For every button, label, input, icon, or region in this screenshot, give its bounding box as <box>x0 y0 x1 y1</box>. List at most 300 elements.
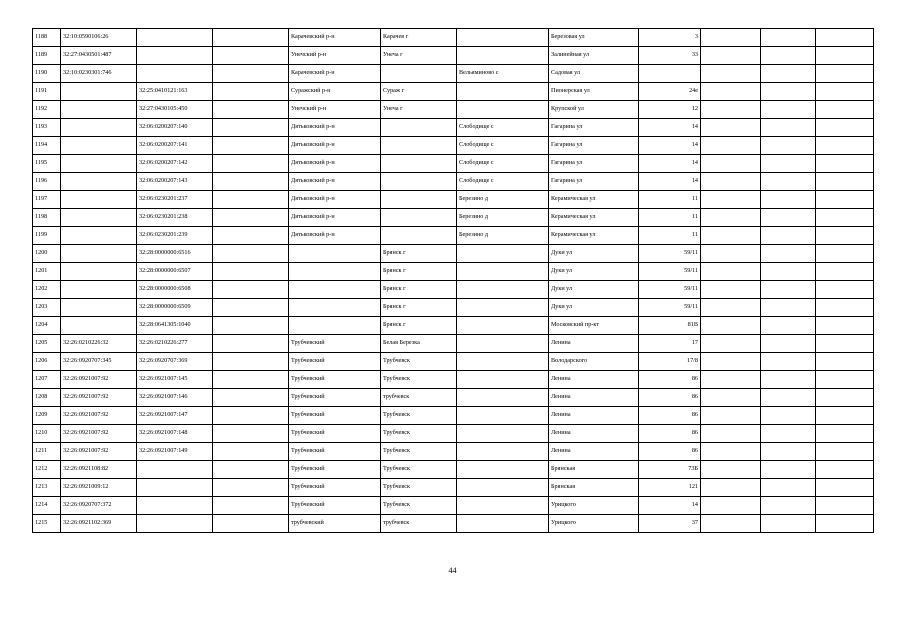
table-cell: 32:06:0200207:141 <box>137 137 213 155</box>
table-cell <box>816 515 874 533</box>
table-body <box>33 29 874 533</box>
table-cell: Слободище с <box>457 173 549 191</box>
table-cell: 32:26:0920707:345 <box>61 353 137 371</box>
table-cell: 24е <box>639 83 701 101</box>
table-cell: Дятьковский р-н <box>289 119 381 137</box>
table-row <box>33 389 874 407</box>
table-cell <box>213 371 289 389</box>
table-cell: 32:26:0921007:92 <box>61 389 137 407</box>
table-cell: 86 <box>639 425 701 443</box>
table-cell <box>701 173 761 191</box>
table-cell <box>701 407 761 425</box>
table-cell: Трубчевский <box>289 335 381 353</box>
table-cell: 1206 <box>33 353 61 371</box>
table-cell <box>701 83 761 101</box>
table-cell: Белая Березка <box>381 335 457 353</box>
table-cell: Дятьковский р-н <box>289 227 381 245</box>
table-cell: Керамическая ул <box>549 191 639 209</box>
table-cell <box>213 425 289 443</box>
table-cell: Гагарина ул <box>549 173 639 191</box>
table-cell <box>213 137 289 155</box>
table-cell: 32:06:0200207:140 <box>137 119 213 137</box>
table-cell <box>701 353 761 371</box>
table-cell <box>289 281 381 299</box>
table-cell: 32:28:0000000:6507 <box>137 263 213 281</box>
table-cell <box>61 299 137 317</box>
table-cell: 33 <box>639 47 701 65</box>
table-cell <box>381 173 457 191</box>
table-cell: Трубчевский <box>289 371 381 389</box>
registry-table <box>32 28 874 533</box>
table-cell: 32:26:0921007:145 <box>137 371 213 389</box>
table-cell: Трубчевск <box>381 425 457 443</box>
table-cell <box>213 227 289 245</box>
table-cell <box>213 497 289 515</box>
table-cell: Трубчевск <box>381 479 457 497</box>
table-cell <box>761 263 816 281</box>
table-cell: Дятьковский р-н <box>289 209 381 227</box>
table-cell: Трубчевский <box>289 461 381 479</box>
table-row <box>33 443 874 461</box>
table-cell <box>61 191 137 209</box>
table-cell: трубчевск <box>381 389 457 407</box>
table-cell <box>761 245 816 263</box>
table-cell: 3 <box>639 29 701 47</box>
table-cell: Сураж г <box>381 83 457 101</box>
table-cell <box>761 47 816 65</box>
table-cell <box>816 425 874 443</box>
table-cell: Ленина <box>549 389 639 407</box>
table-cell: Урицкого <box>549 515 639 533</box>
table-cell: 1212 <box>33 461 61 479</box>
table-cell: 32:06:0200207:143 <box>137 173 213 191</box>
table-cell <box>289 299 381 317</box>
table-cell <box>61 119 137 137</box>
table-cell <box>761 371 816 389</box>
table-cell <box>457 281 549 299</box>
table-cell <box>816 407 874 425</box>
table-cell: Трубчевский <box>289 407 381 425</box>
table-cell <box>701 119 761 137</box>
table-cell <box>457 353 549 371</box>
table-cell <box>816 119 874 137</box>
table-cell <box>701 281 761 299</box>
table-row <box>33 353 874 371</box>
table-cell: 1189 <box>33 47 61 65</box>
table-cell <box>816 101 874 119</box>
table-cell: Брянск г <box>381 299 457 317</box>
table-cell: 32:28:0000000:6509 <box>137 299 213 317</box>
table-cell <box>457 515 549 533</box>
table-cell: 1194 <box>33 137 61 155</box>
table-cell <box>816 461 874 479</box>
table-row <box>33 209 874 227</box>
table-cell: 14 <box>639 119 701 137</box>
table-cell <box>61 137 137 155</box>
table-cell <box>701 263 761 281</box>
table-row <box>33 29 874 47</box>
table-row <box>33 335 874 353</box>
table-cell: 14 <box>639 497 701 515</box>
table-cell <box>701 47 761 65</box>
table-cell: 1209 <box>33 407 61 425</box>
table-cell: Карачев г <box>381 29 457 47</box>
table-cell: Ленина <box>549 425 639 443</box>
table-row <box>33 101 874 119</box>
table-row <box>33 47 874 65</box>
table-cell <box>761 497 816 515</box>
table-cell: Гагарина ул <box>549 155 639 173</box>
table-cell <box>213 173 289 191</box>
table-cell: Унеча г <box>381 101 457 119</box>
table-cell: 32:27:0430501:487 <box>61 47 137 65</box>
table-cell <box>457 497 549 515</box>
table-cell: Трубчевский <box>289 443 381 461</box>
table-cell <box>761 461 816 479</box>
table-cell <box>381 155 457 173</box>
table-cell: Трубчевск <box>381 461 457 479</box>
table-cell <box>761 443 816 461</box>
table-cell: Ленина <box>549 371 639 389</box>
table-cell <box>61 155 137 173</box>
table-cell: 32:26:0921108:82 <box>61 461 137 479</box>
table-cell <box>457 425 549 443</box>
table-cell: 1190 <box>33 65 61 83</box>
table-cell <box>701 65 761 83</box>
table-cell: Урицкого <box>549 497 639 515</box>
table-cell: Березино д <box>457 227 549 245</box>
table-cell <box>213 461 289 479</box>
table-cell <box>457 479 549 497</box>
table-cell <box>213 335 289 353</box>
table-cell <box>816 65 874 83</box>
table-cell: Дуки ул <box>549 263 639 281</box>
table-cell <box>816 335 874 353</box>
table-cell: 32:26:0920707:369 <box>137 353 213 371</box>
table-cell: 81В <box>639 317 701 335</box>
table-cell: Березино д <box>457 209 549 227</box>
table-cell: Трубчевск <box>381 371 457 389</box>
table-cell <box>213 389 289 407</box>
table-cell: Слободище с <box>457 137 549 155</box>
table-cell <box>457 317 549 335</box>
table-cell <box>213 245 289 263</box>
table-cell <box>457 389 549 407</box>
table-cell: 14 <box>639 173 701 191</box>
table-cell: Суражский р-н <box>289 83 381 101</box>
table-cell <box>61 209 137 227</box>
table-cell: 1201 <box>33 263 61 281</box>
table-cell: 11 <box>639 209 701 227</box>
table-cell <box>701 335 761 353</box>
table-cell <box>289 245 381 263</box>
table-cell <box>457 83 549 101</box>
table-cell <box>761 407 816 425</box>
table-cell: 121 <box>639 479 701 497</box>
table-cell <box>761 515 816 533</box>
table-cell <box>816 281 874 299</box>
table-cell <box>137 461 213 479</box>
table-cell: 32:26:0210226:277 <box>137 335 213 353</box>
table-cell <box>639 65 701 83</box>
table-cell: 1208 <box>33 389 61 407</box>
table-cell: 1210 <box>33 425 61 443</box>
table-row <box>33 281 874 299</box>
table-cell: 32:26:0921007:148 <box>137 425 213 443</box>
table-cell: Слободище с <box>457 119 549 137</box>
table-cell: 1188 <box>33 29 61 47</box>
table-cell <box>137 497 213 515</box>
table-cell <box>816 353 874 371</box>
table-row <box>33 515 874 533</box>
table-cell: 1193 <box>33 119 61 137</box>
table-cell <box>816 155 874 173</box>
table-cell <box>701 29 761 47</box>
table-cell <box>137 479 213 497</box>
table-cell <box>457 335 549 353</box>
table-cell: 32:26:0921007:146 <box>137 389 213 407</box>
table-cell: 86 <box>639 407 701 425</box>
table-cell <box>761 191 816 209</box>
table-cell <box>701 479 761 497</box>
table-cell: Брянск г <box>381 263 457 281</box>
table-row <box>33 317 874 335</box>
table-cell: 11 <box>639 227 701 245</box>
table-cell: 1197 <box>33 191 61 209</box>
table-cell <box>137 29 213 47</box>
table-cell <box>701 191 761 209</box>
table-cell <box>213 443 289 461</box>
table-cell <box>816 443 874 461</box>
table-cell <box>761 209 816 227</box>
table-cell: Березовая ул <box>549 29 639 47</box>
table-cell: Ленина <box>549 443 639 461</box>
table-row <box>33 245 874 263</box>
table-cell: 59/11 <box>639 263 701 281</box>
table-row <box>33 299 874 317</box>
table-cell: 1191 <box>33 83 61 101</box>
table-cell: 14 <box>639 137 701 155</box>
table-cell: Унеча г <box>381 47 457 65</box>
table-cell <box>213 353 289 371</box>
table-cell: 32:26:0921007:149 <box>137 443 213 461</box>
table-cell: 1203 <box>33 299 61 317</box>
table-cell <box>816 29 874 47</box>
table-cell <box>701 245 761 263</box>
table-cell <box>761 155 816 173</box>
table-row <box>33 263 874 281</box>
table-cell <box>61 263 137 281</box>
table-cell: 17/8 <box>639 353 701 371</box>
table-cell: 12 <box>639 101 701 119</box>
table-cell: 59/11 <box>639 245 701 263</box>
table-cell: 1214 <box>33 497 61 515</box>
table-cell <box>761 101 816 119</box>
table-row <box>33 479 874 497</box>
table-cell: Унечский р-н <box>289 101 381 119</box>
table-cell: Трубчевск <box>381 407 457 425</box>
table-cell <box>213 407 289 425</box>
table-cell <box>816 137 874 155</box>
table-cell <box>137 515 213 533</box>
table-cell: Ленина <box>549 407 639 425</box>
table-cell: 1213 <box>33 479 61 497</box>
table-cell <box>213 281 289 299</box>
table-cell <box>761 173 816 191</box>
table-cell <box>213 515 289 533</box>
table-cell <box>213 29 289 47</box>
table-cell: 32:28:0641305:1040 <box>137 317 213 335</box>
table-cell <box>701 209 761 227</box>
table-cell <box>213 47 289 65</box>
table-cell <box>816 479 874 497</box>
table-cell: 11 <box>639 191 701 209</box>
table-cell: 17 <box>639 335 701 353</box>
table-cell: Дуки ул <box>549 245 639 263</box>
table-cell: Володарского <box>549 353 639 371</box>
table-cell <box>457 263 549 281</box>
table-cell: 1204 <box>33 317 61 335</box>
table-cell: 1211 <box>33 443 61 461</box>
table-cell <box>61 227 137 245</box>
table-cell <box>816 497 874 515</box>
table-cell <box>61 83 137 101</box>
table-cell: 1205 <box>33 335 61 353</box>
table-cell <box>761 65 816 83</box>
table-cell <box>213 101 289 119</box>
table-cell: 32:26:0920707:372 <box>61 497 137 515</box>
table-cell <box>816 317 874 335</box>
table-cell: Вельяминово с <box>457 65 549 83</box>
table-cell <box>61 173 137 191</box>
table-cell <box>816 191 874 209</box>
table-cell: Гагарина ул <box>549 119 639 137</box>
table-cell: Слободище с <box>457 155 549 173</box>
table-cell <box>457 371 549 389</box>
table-cell: Ленина <box>549 335 639 353</box>
table-cell <box>701 389 761 407</box>
table-cell <box>816 227 874 245</box>
table-cell <box>701 497 761 515</box>
table-cell <box>457 245 549 263</box>
table-cell: 14 <box>639 155 701 173</box>
table-cell: 86 <box>639 371 701 389</box>
table-cell <box>61 101 137 119</box>
table-cell <box>213 299 289 317</box>
table-cell: 32:06:0230201:237 <box>137 191 213 209</box>
table-cell <box>289 263 381 281</box>
table-cell <box>457 299 549 317</box>
table-cell <box>61 245 137 263</box>
table-cell: Брянская <box>549 479 639 497</box>
table-cell: 1207 <box>33 371 61 389</box>
table-cell: 1198 <box>33 209 61 227</box>
table-row <box>33 371 874 389</box>
table-cell <box>213 191 289 209</box>
table-cell: 32:06:0230201:239 <box>137 227 213 245</box>
table-cell: Московский пр-кт <box>549 317 639 335</box>
table-cell: 32:26:0921102:369 <box>61 515 137 533</box>
table-cell: Брянская <box>549 461 639 479</box>
table-cell: Пионерская ул <box>549 83 639 101</box>
table-cell: 1215 <box>33 515 61 533</box>
table-cell: 1195 <box>33 155 61 173</box>
table-cell <box>213 317 289 335</box>
table-cell: Трубчевский <box>289 425 381 443</box>
table-cell <box>816 83 874 101</box>
table-cell <box>761 227 816 245</box>
table-cell: 1192 <box>33 101 61 119</box>
table-cell: 32:26:0921007:92 <box>61 425 137 443</box>
table-cell <box>701 101 761 119</box>
table-cell: 32:10:0590106:26 <box>61 29 137 47</box>
table-cell <box>701 515 761 533</box>
table-cell: 73Б <box>639 461 701 479</box>
table-cell: 59/11 <box>639 281 701 299</box>
table-cell <box>701 425 761 443</box>
table-cell: Крупской ул <box>549 101 639 119</box>
table-cell: Дуки ул <box>549 299 639 317</box>
table-cell: 32:26:0921007:92 <box>61 371 137 389</box>
table-cell: Трубчевск <box>381 353 457 371</box>
table-cell: Березино д <box>457 191 549 209</box>
table-cell: 32:28:0000000:6516 <box>137 245 213 263</box>
table-cell <box>816 371 874 389</box>
table-row <box>33 83 874 101</box>
table-cell <box>457 29 549 47</box>
table-row <box>33 173 874 191</box>
table-cell: 59/11 <box>639 299 701 317</box>
table-cell: Трубчевск <box>381 443 457 461</box>
table-cell <box>213 209 289 227</box>
table-cell <box>457 101 549 119</box>
table-row <box>33 65 874 83</box>
table-cell <box>213 65 289 83</box>
table-cell: Брянск г <box>381 245 457 263</box>
table-cell: 1196 <box>33 173 61 191</box>
table-cell: 32:26:0921007:92 <box>61 443 137 461</box>
table-cell <box>61 317 137 335</box>
table-cell: 1199 <box>33 227 61 245</box>
table-cell <box>816 299 874 317</box>
table-cell <box>761 29 816 47</box>
table-cell <box>381 227 457 245</box>
table-row <box>33 461 874 479</box>
table-cell <box>213 119 289 137</box>
table-cell: 32:06:0230201:238 <box>137 209 213 227</box>
table-cell <box>457 443 549 461</box>
table-cell <box>381 119 457 137</box>
table-cell: 32:26:0921009:12 <box>61 479 137 497</box>
table-cell: Гагарина ул <box>549 137 639 155</box>
table-cell: 1200 <box>33 245 61 263</box>
table-cell: Унечский р-н <box>289 47 381 65</box>
table-cell: 32:25:0410121:163 <box>137 83 213 101</box>
table-cell: Трубчевск <box>381 497 457 515</box>
table-cell: 86 <box>639 389 701 407</box>
table-cell <box>761 479 816 497</box>
table-cell <box>761 425 816 443</box>
table-cell <box>816 263 874 281</box>
table-cell: Дятьковский р-н <box>289 137 381 155</box>
table-cell <box>213 155 289 173</box>
table-cell <box>213 479 289 497</box>
table-cell <box>701 155 761 173</box>
table-cell: 32:26:0210226:32 <box>61 335 137 353</box>
table-cell <box>701 227 761 245</box>
table-cell: 32:06:0200207:142 <box>137 155 213 173</box>
table-cell <box>816 209 874 227</box>
